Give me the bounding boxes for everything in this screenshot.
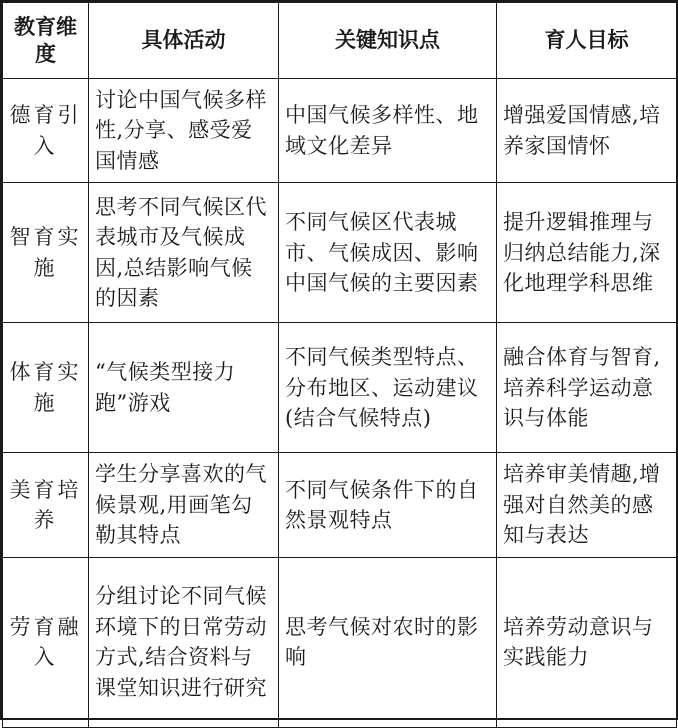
header-activity: 具体活动 bbox=[89, 3, 279, 79]
table-row bbox=[3, 183, 677, 323]
goal-cell: 提升逻辑推理与归纳总结能力,深化地理学科思维 bbox=[497, 183, 677, 323]
knowledge-cell: 思考气候对农时的影响 bbox=[279, 557, 497, 727]
table-grid bbox=[2, 2, 677, 728]
goal-cell: 融合体育与智育,培养科学运动意识与体能 bbox=[497, 323, 677, 453]
dimension-cell: 体育实施 bbox=[3, 323, 89, 453]
dimension-cell: 智育实施 bbox=[3, 183, 89, 323]
table-row bbox=[3, 323, 677, 453]
dimension-cell: 劳育融入 bbox=[3, 557, 89, 727]
knowledge-cell: 中国气候多样性、地域文化差异 bbox=[279, 79, 497, 183]
table-row bbox=[3, 453, 677, 557]
knowledge-cell: 不同气候区代表城市、气候成因、影响中国气候的主要因素 bbox=[279, 183, 497, 323]
header-goal: 育人目标 bbox=[497, 3, 677, 79]
goal-cell: 培养劳动意识与实践能力 bbox=[497, 557, 677, 727]
activity-cell: 讨论中国气候多样性,分享、感受爱国情感 bbox=[89, 79, 279, 183]
activity-cell: 思考不同气候区代表城市及气候成因,总结影响气候的因素 bbox=[89, 183, 279, 323]
knowledge-cell: 不同气候条件下的自然景观特点 bbox=[279, 453, 497, 557]
table-row bbox=[3, 557, 677, 727]
activity-cell: 分组讨论不同气候环境下的日常劳动方式,结合资料与课堂知识进行研究 bbox=[89, 557, 279, 727]
header-row bbox=[3, 3, 677, 79]
goal-cell: 培养审美情趣,增强对自然美的感知与表达 bbox=[497, 453, 677, 557]
goal-cell: 增强爱国情感,培养家国情怀 bbox=[497, 79, 677, 183]
activity-cell: “气候类型接力跑”游戏 bbox=[89, 323, 279, 453]
table-row bbox=[3, 79, 677, 183]
dimension-cell: 德育引入 bbox=[3, 79, 89, 183]
activity-cell: 学生分享喜欢的气候景观,用画笔勾勒其特点 bbox=[89, 453, 279, 557]
dimension-cell: 美育培养 bbox=[3, 453, 89, 557]
knowledge-cell: 不同气候类型特点、分布地区、运动建议(结合气候特点) bbox=[279, 323, 497, 453]
header-knowledge: 关键知识点 bbox=[279, 3, 497, 79]
header-dimension: 教育维度 bbox=[3, 3, 89, 79]
